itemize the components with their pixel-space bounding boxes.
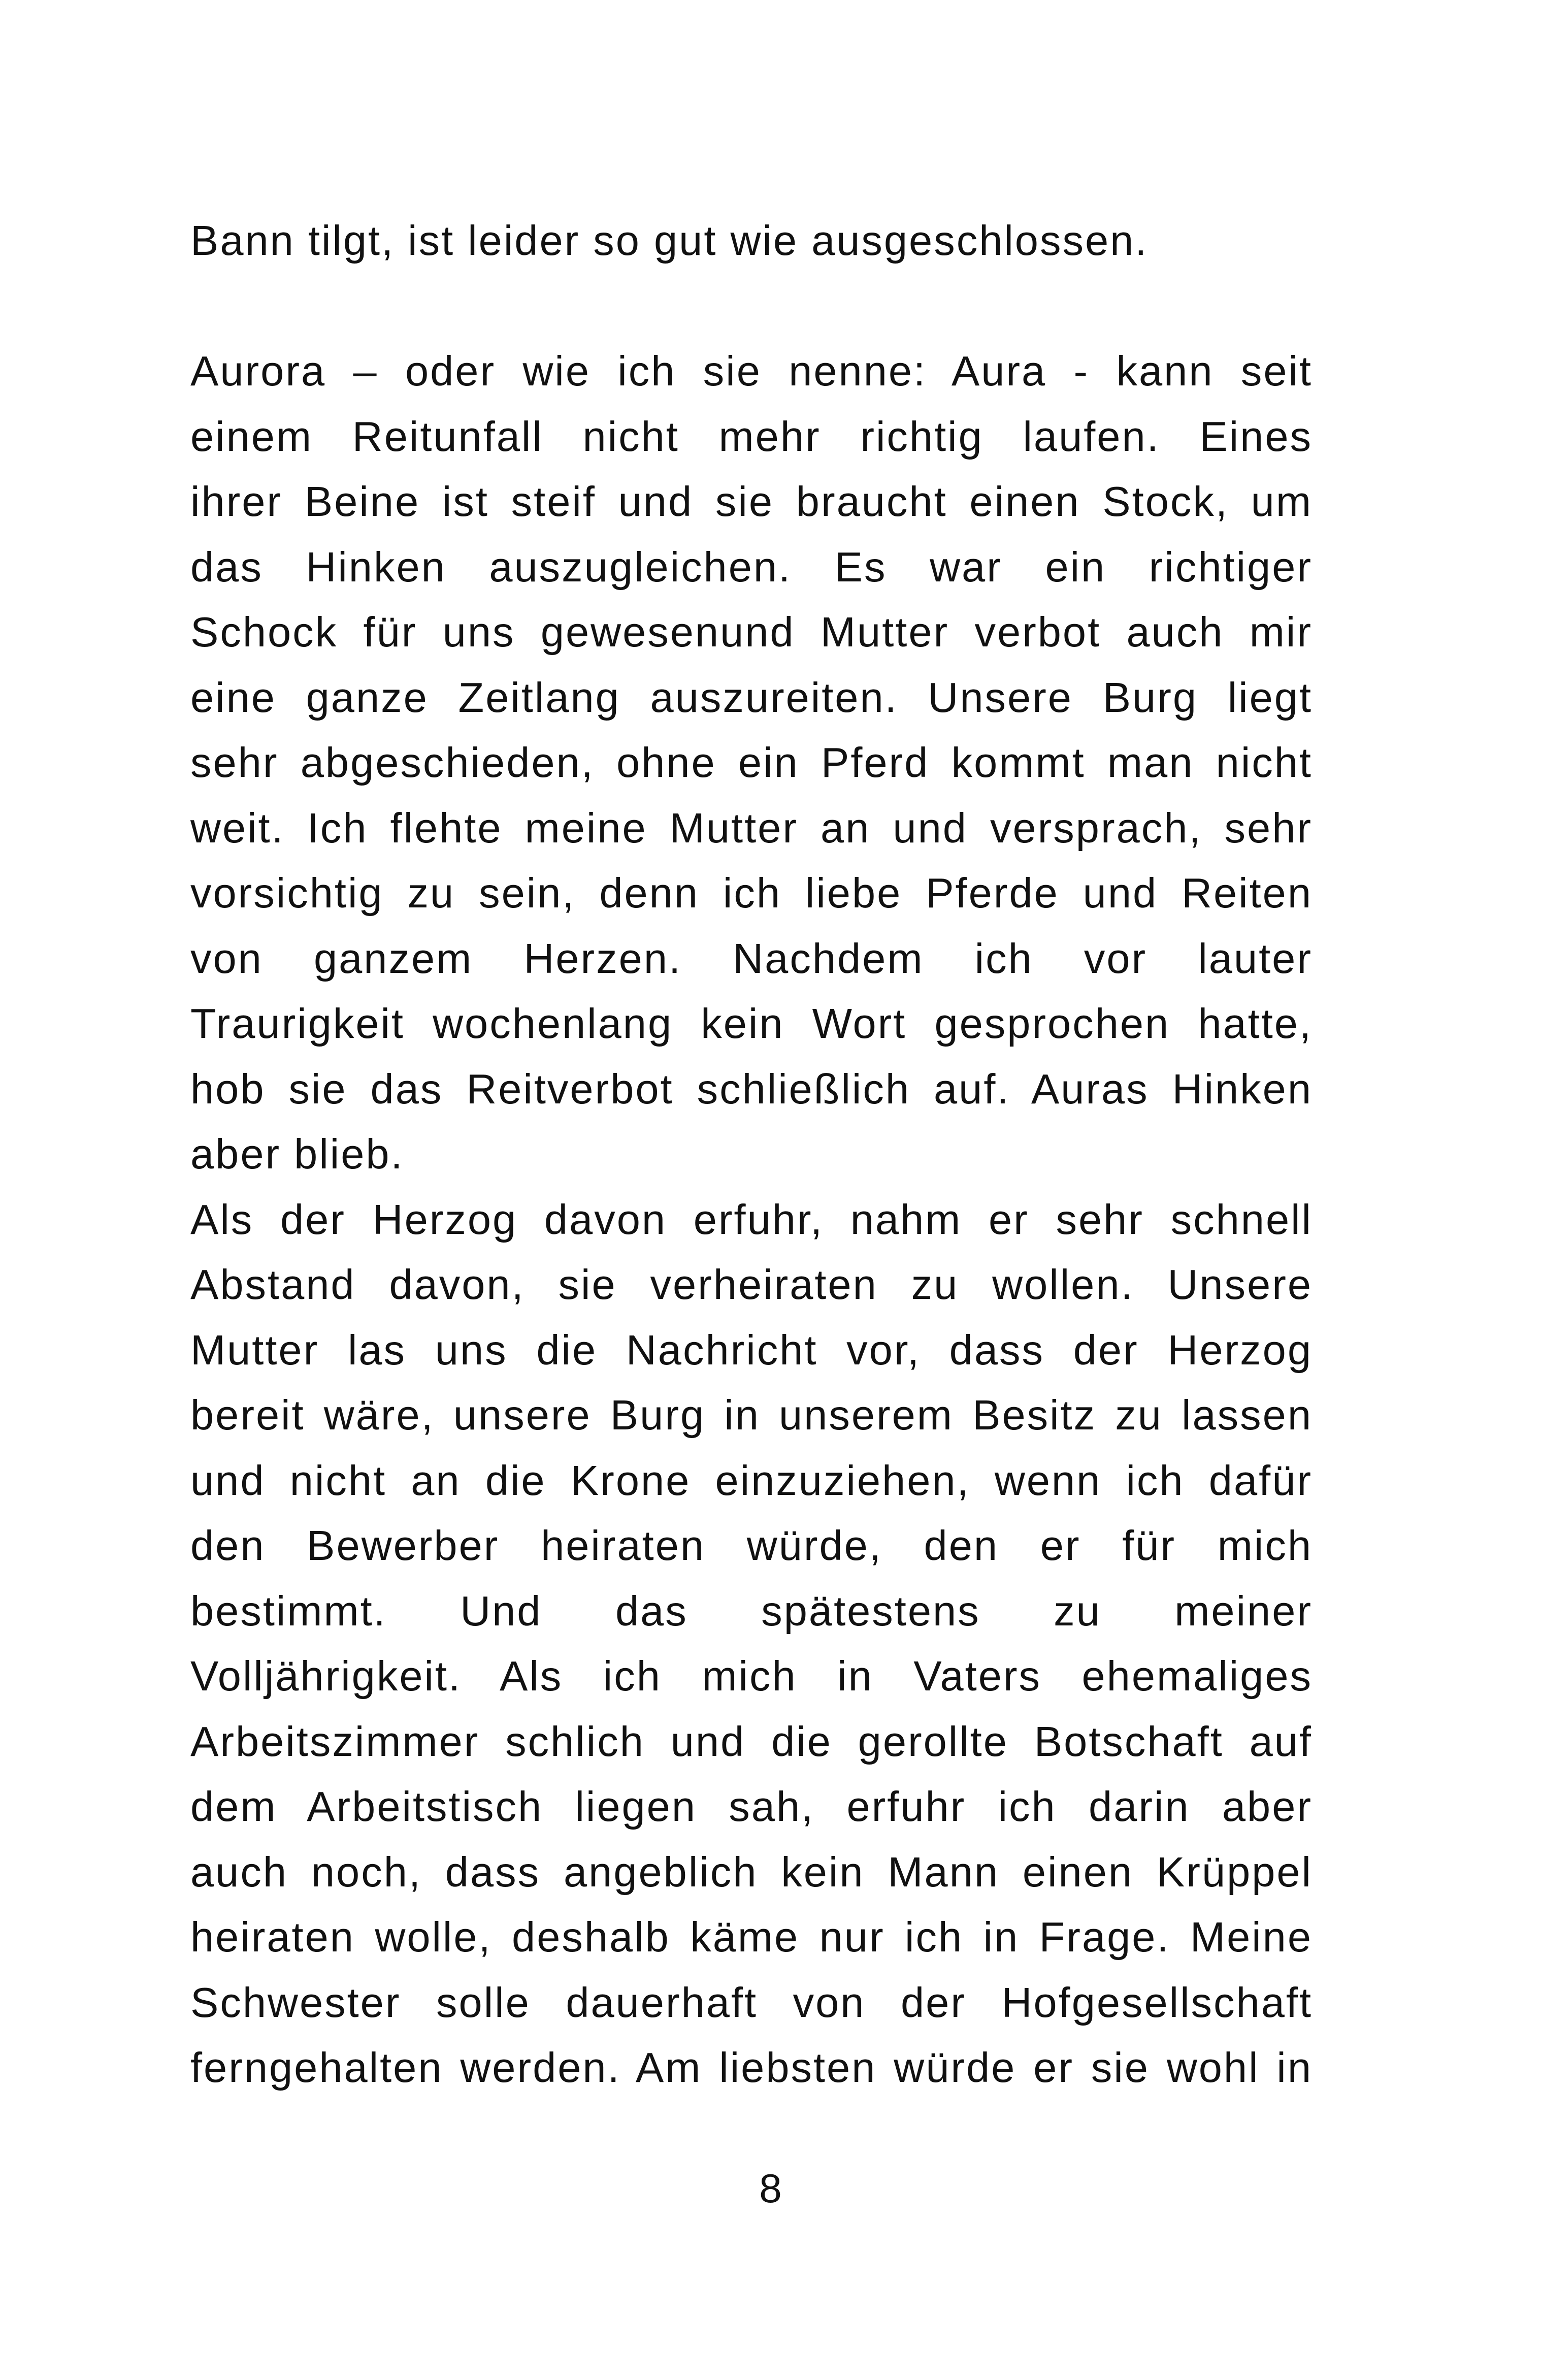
- text-line: sehr abgeschieden, ohne ein Pferd kommt man nicht: [190, 739, 1313, 786]
- text-line: das Hinken auszugleichen. Es war ein richtiger: [190, 543, 1313, 591]
- text-line: Schock für uns gewesenund Mutter verbot auch mir: [190, 608, 1313, 656]
- text-line: aber blieb.: [190, 1130, 404, 1178]
- text-line: ferngehalten werden. Am liebsten würde er sie wohl in: [190, 2044, 1313, 2091]
- text-line: Volljährigkeit. Als ich mich in Vaters ehemaliges: [190, 1652, 1313, 1700]
- text-line: bereit wäre, unsere Burg in unserem Besitz zu lassen: [190, 1391, 1313, 1439]
- text-line: ihrer Beine ist steif und sie braucht einen Stock, um: [190, 478, 1313, 525]
- text-line: hob sie das Reitverbot schließlich auf. Auras Hinken: [190, 1065, 1313, 1113]
- text-line: Abstand davon, sie verheiraten zu wollen. Unsere: [190, 1261, 1313, 1308]
- text-line: dem Arbeitstisch liegen sah, erfuhr ich darin aber: [190, 1783, 1313, 1830]
- text-line: auch noch, dass angeblich kein Mann einen Krüppel: [190, 1848, 1313, 1896]
- text-line: heiraten wolle, deshalb käme nur ich in Frage. Meine: [190, 1913, 1313, 1961]
- text-line: bestimmt. Und das spätestens zu meiner: [190, 1587, 1313, 1635]
- text-line: Schwester solle dauerhaft von der Hofgesellschaft: [190, 1978, 1313, 2026]
- text-line: vorsichtig zu sein, denn ich liebe Pferde und Reiten: [190, 869, 1313, 917]
- text-line: Traurigkeit wochenlang kein Wort gesprochen hatte,: [190, 1000, 1313, 1047]
- text-line: Aurora – oder wie ich sie nenne: Aura - kann seit: [190, 347, 1313, 395]
- text-line: eine ganze Zeitlang auszureiten. Unsere Burg liegt: [190, 673, 1313, 721]
- text-line: von ganzem Herzen. Nachdem ich vor lauter: [190, 934, 1313, 982]
- text-line: Bann tilgt, ist leider so gut wie ausgeschlossen.: [190, 217, 1149, 264]
- text-line: einem Reitunfall nicht mehr richtig laufen. Eines: [190, 412, 1313, 460]
- page-number: 8: [759, 2166, 782, 2211]
- text-line: Arbeitszimmer schlich und die gerollte Botschaft auf: [190, 1717, 1313, 1765]
- text-line: den Bewerber heiraten würde, den er für mich: [190, 1522, 1313, 1569]
- text-line: weit. Ich flehte meine Mutter an und versprach, sehr: [190, 804, 1313, 852]
- text-line: Mutter las uns die Nachricht vor, dass der Herzog: [190, 1326, 1313, 1374]
- paragraph-gap: [190, 274, 1313, 339]
- body-text: [190, 208, 1313, 2101]
- text-line: Als der Herzog davon erfuhr, nahm er sehr schnell: [190, 1195, 1313, 1243]
- text-line: und nicht an die Krone einzuziehen, wenn ich dafür: [190, 1456, 1313, 1504]
